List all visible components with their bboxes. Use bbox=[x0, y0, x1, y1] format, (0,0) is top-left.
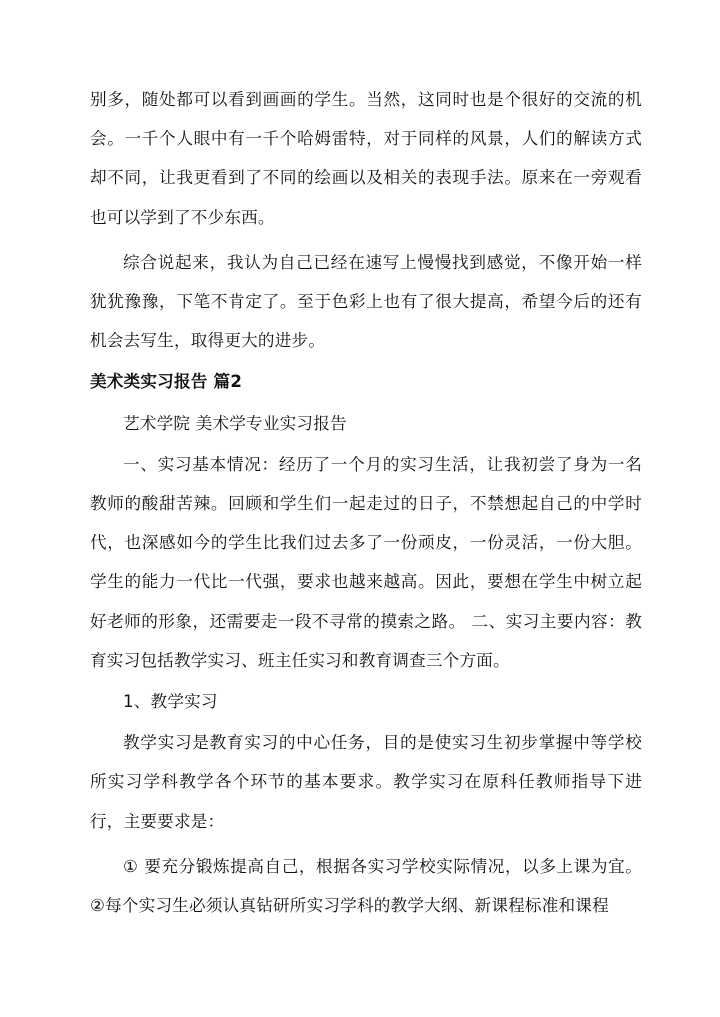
paragraph-continuation: 别多，随处都可以看到画画的学生。当然，这同时也是个很好的交流的机会。一千个人眼中有一千个哈姆雷特，对于同样的风景，人们的解读方式却不同，让我更看到了不同的绘画以及相关的表现手法。原来在一旁观看也可以学到了不少东西。 bbox=[90, 90, 642, 227]
paragraph-teaching-practice: 教学实习是教育实习的中心任务，目的是使实习生初步掌握中等学校所实习学科教学各个环节的基本要求。教学实习在原科任教师指导下进行，主要要求是： bbox=[90, 733, 642, 831]
document-content bbox=[90, 80, 642, 925]
report-subtitle: 艺术学院 美术学专业实习报告 bbox=[123, 413, 347, 433]
section-heading: 美术类实习报告 篇2 bbox=[90, 372, 243, 392]
subsection-heading-teaching: 1、教学实习 bbox=[123, 692, 218, 712]
paragraph-internship-overview: 一、实习基本情况：经历了一个月的实习生活，让我初尝了身为一名教师的酸甜苦辣。回顾和学生们一起走过的日子，不禁想起自己的中学时代，也深感如今的学生比我们过去多了一份顽皮，一份灵活，一份大胆。学生的能力一代比一代强，要求也越来越高。因此，要想在学生中树立起好老师的形象，还需要走一段不寻常的摸索之路。 二、实习主要内容：教育实习包括教学实习、班主任实习和教育调查三个方面。 bbox=[90, 454, 642, 670]
paragraph-requirements: ① 要充分锻炼提高自己，根据各实习学校实际情况，以多上课为宜。②每个实习生必须认真钻研所实习学科的教学大纲、新课程标准和课程 bbox=[90, 856, 642, 916]
paragraph-summary: 综合说起来，我认为自己已经在速写上慢慢找到感觉，不像开始一样犹犹豫豫，下笔不肯定了。至于色彩上也有了很大提高，希望今后的还有机会去写生，取得更大的进步。 bbox=[90, 252, 642, 351]
